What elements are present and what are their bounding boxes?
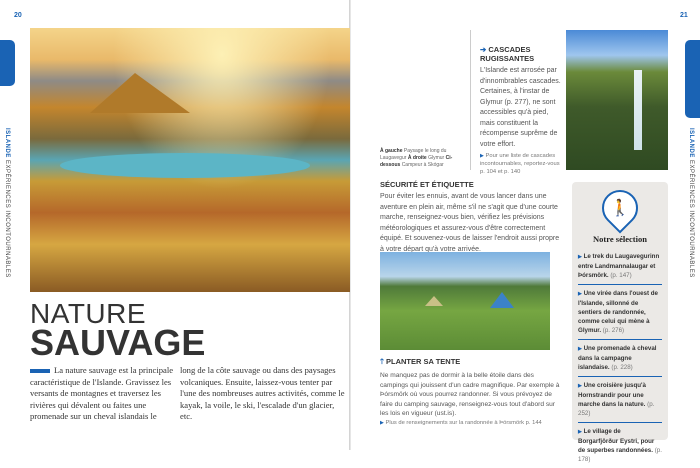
sidebar-item xyxy=(578,340,662,377)
sidebar-item xyxy=(578,377,662,423)
running-head-title: EXPÉRIENCES INCONTOURNABLES xyxy=(4,160,10,278)
running-head-right xyxy=(688,128,694,278)
cascades-ref-text: Pour une liste de cascades incontournables, reportez-vous p. 104 et p. 140 xyxy=(480,153,560,175)
photo-camper-skogar xyxy=(380,252,550,350)
intro-text-1: La nature sauvage est la principale caractéristique de l'Islande. Gravissez les versants de montagnes et traversez les rivières qui dévalent ou faites une promenade sur un cheval islandais le xyxy=(30,365,174,421)
intro-col2: long de la côte sauvage ou dans des paysages volcaniques. Ensuite, laissez-vous tenter par l'une des nombreuses autres activités, comme le kayak, la voile, le ski, l'escalade d'un glacier, etc. xyxy=(180,365,345,421)
sidebar-item xyxy=(578,423,662,468)
triangle-icon: ▶ xyxy=(578,429,582,435)
running-head-section: ISLANDE xyxy=(4,128,10,158)
caption-label: À gauche xyxy=(380,148,403,154)
cascades-heading-text: CASCADES RUGISSANTES xyxy=(480,45,535,63)
sidebar-item-text: Le village de Borgarfjörður Eystri, pour de superbes randonnées. xyxy=(578,428,655,454)
page-number-right: 21 xyxy=(680,12,688,19)
running-head-left xyxy=(4,128,10,278)
caption-text: Campeur à Skógar xyxy=(401,162,444,168)
cascades-ref xyxy=(480,152,562,176)
sidebar-item-page: (p. 178) xyxy=(578,447,662,463)
running-head-title: EXPÉRIENCES INCONTOURNABLES xyxy=(688,160,694,278)
sidebar-item-text: Une virée dans l'ouest de l'Islande, sillonné de sentiers de randonnée, comme celui qui mène à Glymur. xyxy=(578,290,658,334)
sidebar-item xyxy=(578,248,662,285)
intro-col1 xyxy=(30,365,178,423)
cascades-box xyxy=(480,45,562,176)
tente-box xyxy=(380,356,560,427)
sidebar-item xyxy=(578,285,662,340)
sidebar-item-page: (p. 252) xyxy=(578,401,655,417)
caption-text: Glymur xyxy=(428,155,445,161)
tente-heading-text: PLANTER SA TENTE xyxy=(386,357,461,366)
caption-label: À droite xyxy=(407,155,427,161)
sidebar-list xyxy=(578,248,662,468)
securite-box xyxy=(380,180,560,255)
title-line1: NATURE xyxy=(30,298,147,329)
triangle-icon: ▶ xyxy=(578,383,582,389)
caption-text: Paysage le long du Laugavegur xyxy=(380,148,447,161)
sidebar-item-page: (p. 276) xyxy=(602,327,625,334)
running-head-section: ISLANDE xyxy=(688,128,694,158)
triangle-icon: ▶ xyxy=(380,419,384,426)
column-divider xyxy=(470,30,471,170)
securite-heading: SÉCURITÉ ET ÉTIQUETTE xyxy=(380,180,474,189)
tente-ref xyxy=(380,419,560,427)
tente-heading xyxy=(380,356,560,369)
cascades-heading xyxy=(480,45,562,63)
cascades-text: L'Islande est arrosée par d'innombrables cascades. Certaines, à l'instar de Glymur (p. 277), ne sont accessibles qu'à pied, mais constituent la récompense suprême de votre effort. xyxy=(480,67,561,148)
sidebar-item-page: (p. 228) xyxy=(611,364,633,371)
sidebar-item-text: Une promenade à cheval dans la campagne islandaise. xyxy=(578,345,657,371)
photo-caption xyxy=(380,148,470,169)
hero-photo-laugavegur xyxy=(30,28,350,292)
arrow-right-icon: ➔ xyxy=(480,45,487,54)
section-tab-right xyxy=(685,40,700,118)
triangle-icon: ▶ xyxy=(578,291,582,297)
sidebar-item-text: Le trek du Laugavegurinn entre Landmannalaugar et Þórsmörk. xyxy=(578,253,660,279)
tente-text: Ne manquez pas de dormir à la belle étoile dans des campings qui jouissent d'un cadre magnifique. Par exemple à Þórsmörk où vous pourrez randonner. Si vous prévoyez de faire du camping sauvage, renseignez-vous tout d'abord sur les lois en vigueur (ust.is). xyxy=(380,372,560,417)
sidebar-item-text: Une croisière jusqu'à Hornstrandir pour une marche dans la nature. xyxy=(578,382,646,408)
photo-glymur-waterfall xyxy=(566,30,668,170)
tente-ref-text: Plus de renseignements sur la randonnée à Þórsmörk p. 144 xyxy=(385,419,542,426)
arrow-up-icon: 🡑 xyxy=(380,357,384,366)
selection-sidebar xyxy=(572,182,668,463)
triangle-icon: ▶ xyxy=(480,153,484,159)
securite-text: Pour éviter les ennuis, avant de vous lancer dans une aventure en plein air, même s'il ne s'agit que d'une courte marche, renseignez-vous bien, vérifiez les prévisions météorologiques et assurez-vous d'être correctement équipé. Et souvenez-vous de laisser l'endroit aussi propre à votre départ qu'à votre arrivée. xyxy=(380,193,560,253)
title-line2: SAUVAGE xyxy=(30,322,206,363)
triangle-icon: ▶ xyxy=(578,254,582,260)
page-number-left: 20 xyxy=(14,12,22,19)
hiker-pin-icon: 🚶 xyxy=(595,183,646,234)
triangle-icon: ▶ xyxy=(578,346,582,352)
section-tab-left xyxy=(0,40,15,86)
caption-label: Ci-dessous xyxy=(380,155,453,168)
accent-bar xyxy=(30,369,50,373)
sidebar-title: Notre sélection xyxy=(593,234,647,244)
sidebar-item-page: (p. 147) xyxy=(610,272,632,279)
